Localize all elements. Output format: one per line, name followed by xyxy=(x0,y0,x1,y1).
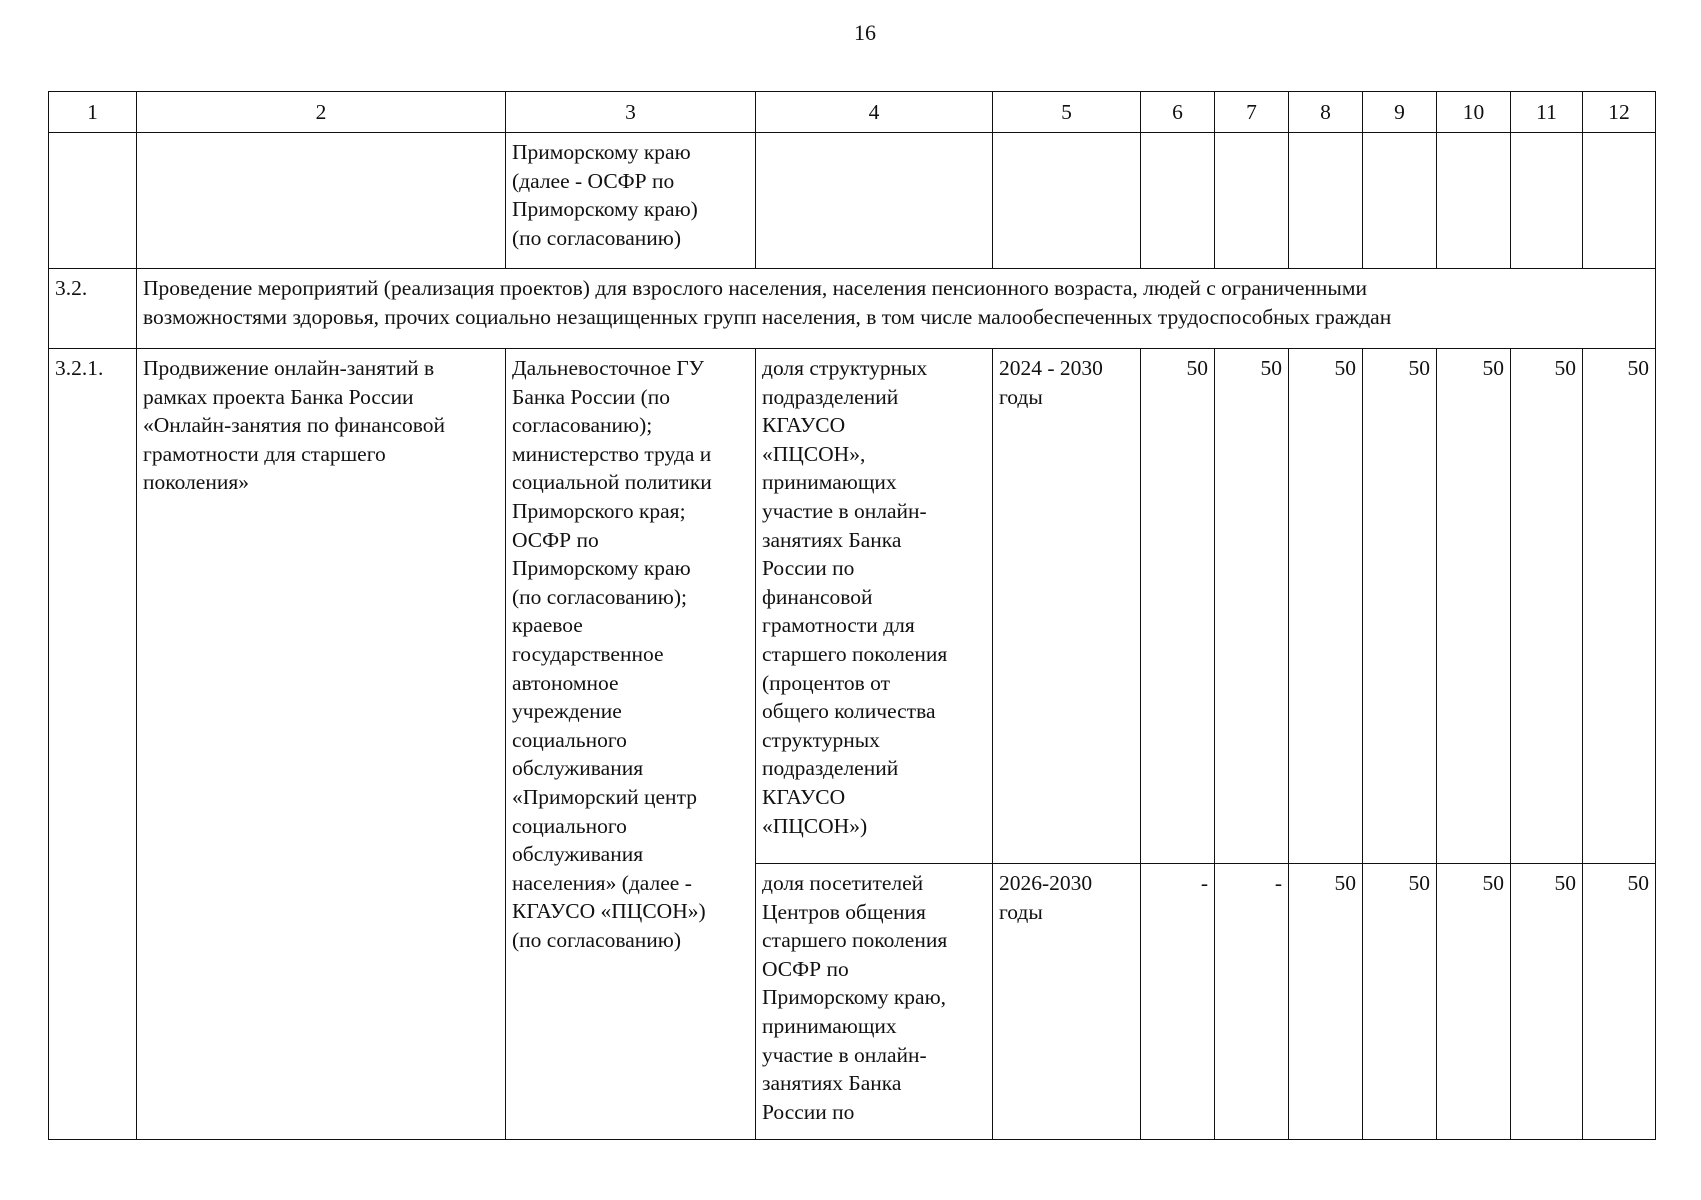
column-header: 7 xyxy=(1215,92,1289,133)
indicator-value: 50 xyxy=(1289,864,1363,1140)
empty-cell xyxy=(49,133,137,269)
empty-cell xyxy=(1289,133,1363,269)
empty-cell xyxy=(1363,133,1437,269)
indicator-value: 50 xyxy=(1289,349,1363,864)
indicator-value: 50 xyxy=(1511,864,1583,1140)
column-header: 1 xyxy=(49,92,137,133)
indicator-value: 50 xyxy=(1437,864,1511,1140)
column-header: 9 xyxy=(1363,92,1437,133)
item-number: 3.2.1. xyxy=(49,349,137,1140)
indicator-value: - xyxy=(1215,864,1289,1140)
indicator-name: доля структурных подразделений КГАУСО «ПЦСОН», принимающих участие в онлайн- занятиях Банка России по финансовой грамотности для старшего поколения (процентов от общего количества структурных подразделений КГАУСО «ПЦСОН») xyxy=(756,349,993,864)
empty-cell xyxy=(1437,133,1511,269)
empty-cell xyxy=(1215,133,1289,269)
activity-cell: Продвижение онлайн-занятий в рамках проекта Банка России «Онлайн-занятия по финансовой грамотности для старшего поколения» xyxy=(137,349,506,1140)
column-header: 4 xyxy=(756,92,993,133)
page-number: 16 xyxy=(854,20,876,45)
column-header: 6 xyxy=(1141,92,1215,133)
column-header: 3 xyxy=(506,92,756,133)
item-row xyxy=(49,349,1656,864)
empty-cell xyxy=(1141,133,1215,269)
empty-cell xyxy=(137,133,506,269)
empty-cell xyxy=(993,133,1141,269)
empty-cell xyxy=(756,133,993,269)
column-header: 8 xyxy=(1289,92,1363,133)
indicator-value: 50 xyxy=(1363,864,1437,1140)
indicator-period: 2026-2030 годы xyxy=(993,864,1141,1140)
empty-cell xyxy=(1583,133,1656,269)
section-title: Проведение мероприятий (реализация проектов) для взрослого населения, населения пенсионного возраста, людей с ограниченными возможностями здоровья, прочих социально незащищенных групп населения, в том числе малообеспеченных трудоспособных граждан xyxy=(137,269,1656,349)
column-header: 2 xyxy=(137,92,506,133)
section-row xyxy=(49,269,1656,349)
indicator-name: доля посетителей Центров общения старшего поколения ОСФР по Приморскому краю, принимающих участие в онлайн- занятиях Банка России по xyxy=(756,864,993,1140)
indicator-period: 2024 - 2030 годы xyxy=(993,349,1141,864)
responsible-cell: Приморскому краю (далее - ОСФР по Приморскому краю) (по согласованию) xyxy=(506,133,756,269)
responsible-cell: Дальневосточное ГУ Банка России (по согласованию); министерство труда и социальной политики Приморского края; ОСФР по Приморскому краю (по согласованию); краевое государственное автономное учреждение социального обслуживания «Приморский центр социального обслуживания населения» (далее - КГАУСО «ПЦСОН») (по согласованию) xyxy=(506,349,756,1140)
indicator-value: 50 xyxy=(1141,349,1215,864)
column-header: 11 xyxy=(1511,92,1583,133)
program-table xyxy=(48,91,1656,1140)
section-number: 3.2. xyxy=(49,269,137,349)
column-header: 5 xyxy=(993,92,1141,133)
indicator-value: 50 xyxy=(1437,349,1511,864)
indicator-value: 50 xyxy=(1363,349,1437,864)
indicator-value: 50 xyxy=(1511,349,1583,864)
column-header: 10 xyxy=(1437,92,1511,133)
column-numbers-row xyxy=(49,92,1656,133)
indicator-value: - xyxy=(1141,864,1215,1140)
empty-cell xyxy=(1511,133,1583,269)
continuation-row xyxy=(49,133,1656,269)
indicator-value: 50 xyxy=(1583,864,1656,1140)
indicator-value: 50 xyxy=(1215,349,1289,864)
indicator-value: 50 xyxy=(1583,349,1656,864)
column-header: 12 xyxy=(1583,92,1656,133)
